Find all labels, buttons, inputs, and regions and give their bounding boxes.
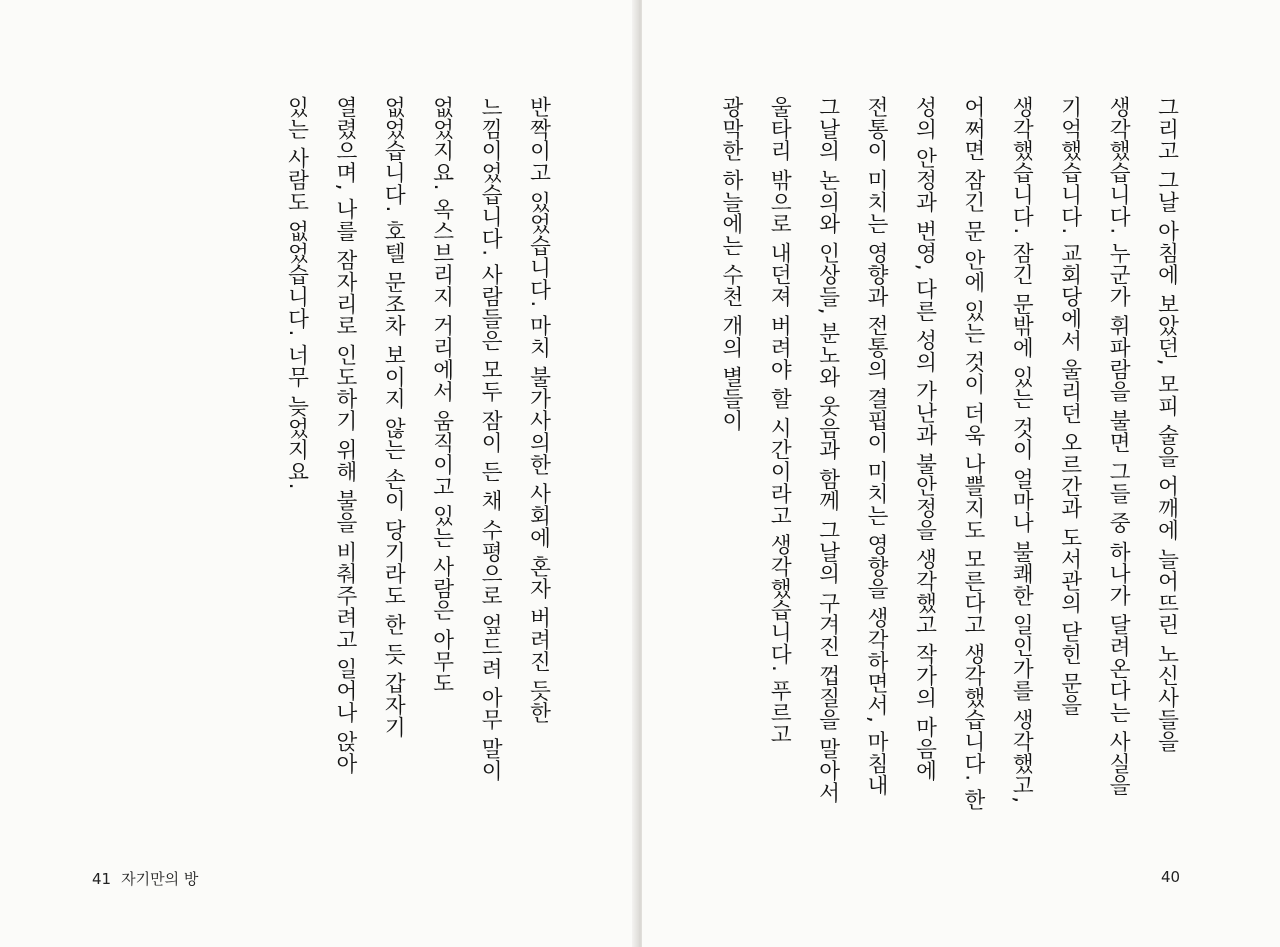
left-page (0, 0, 638, 947)
right-page-number: 40 (1161, 868, 1181, 886)
right-page-body-text: 그리고 그날 아침에 보았던, 모피 술을 어깨에 늘어뜨린 노신사들을 생각했습니다. 누군가 휘파람을 불면 그들 중 하나가 달려온다는 사실을 기억했습니다. 교회당에서 울리던 오르간과 도서관의 닫힌 문을 생각했습니다. 잠긴 문밖에 있는 것이 얼마나 불쾌한 일인가를 생각했고, 어쩌면 잠긴 문 안에 있는 것이 더욱 나쁠지도 모른다고 생각했습니다. 한 성의 안정과 번영, 다른 성의 가난과 불안정을 생각했고 작가의 마음에 전통이 미치는 영향과 전통의 결핍이 미치는 영향을 생각하면서, 마침내 그날의 논의와 인상들, 분노와 웃음과 함께 그날의 구겨진 껍질을 말아서 울타리 밖으로 내던져 버려야 할 시간이라고 생각했습니다. 푸르고 광막한 하늘에는 수천 개의 별들이 (718, 96, 1179, 818)
running-head: 자기만의 방 (121, 870, 199, 888)
right-page-footer (1161, 868, 1190, 886)
right-page (642, 0, 1280, 947)
left-page-number: 41 (92, 870, 112, 888)
left-page-body-text: 반짝이고 있었습니다. 마치 불가사의한 사회에 혼자 버려진 듯한 느낌이었습니다. 사람들은 모두 잠이 든 채 수평으로 엎드려 아무 말이 없었지요. 옥스브리지 거리에서 움직이고 있는 사람은 아무도 없었습니다. 호텔 문조차 보이지 않는 손이 당기라도 한 듯 갑자기 열렸으며, 나를 잠자리로 인도하기 위해 불을 비춰주려고 일어나 앉아 있는 사람도 없었습니다. 너무 늦었지요. (283, 96, 551, 789)
left-page-footer (92, 868, 208, 889)
